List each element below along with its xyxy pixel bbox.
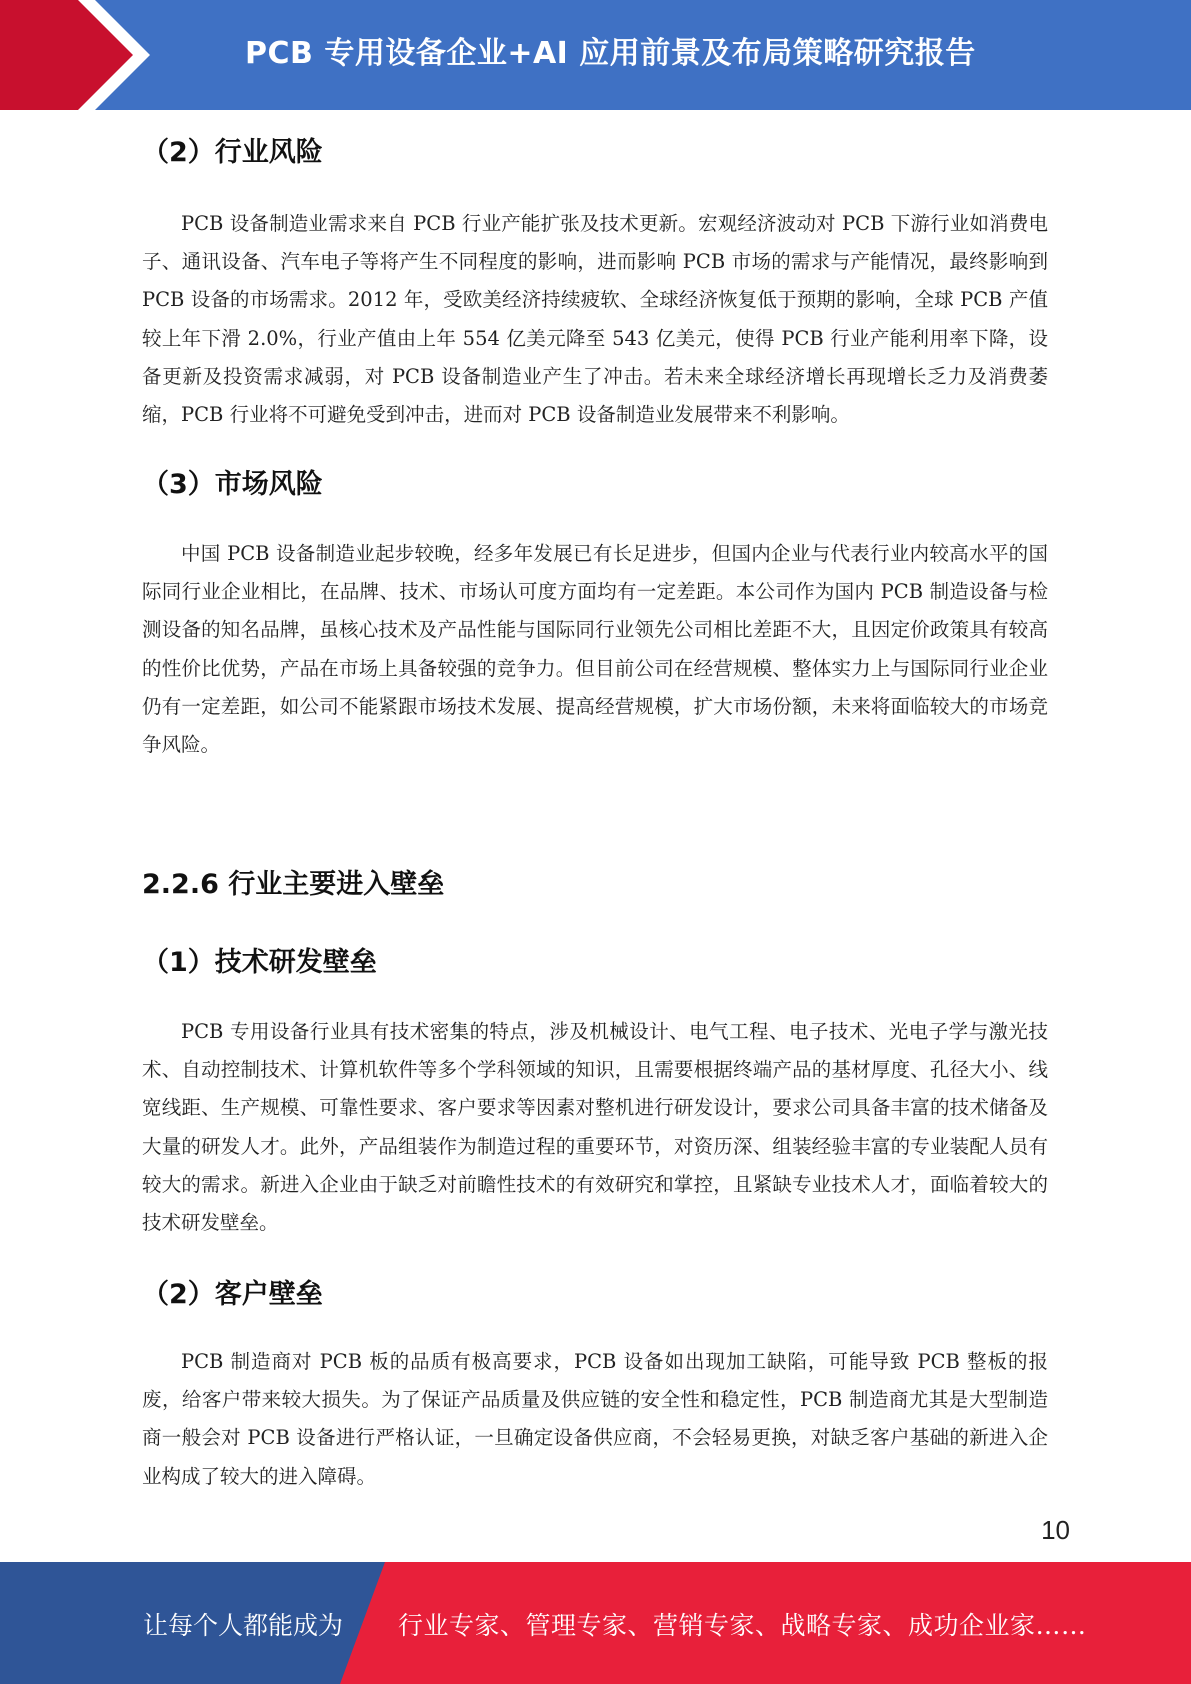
footer-slogan-right: 行业专家、管理专家、营销专家、战略专家、成功企业家……	[398, 1611, 1087, 1640]
paragraph-customer-barrier: PCB 制造商对 PCB 板的品质有极高要求，PCB 设备如出现加工缺陷，可能导致 PCB 整板的报废，给客户带来较大损失。为了保证产品质量及供应链的安全性和稳定性，PCB 制造商尤其是大型制造商一般会对 PCB 设备进行严格认证，一旦确定设备供应商，不会轻易更换，对缺乏客户基础的新进入企业构成了较大的进入障碍。	[142, 1350, 1048, 1488]
page-footer	[0, 1562, 1191, 1684]
page-number: 10	[1041, 1515, 1070, 1545]
heading-entry-barriers: 2.2.6 行业主要进入壁垒	[142, 869, 445, 900]
page-header	[0, 0, 1191, 110]
report-title: PCB 专用设备企业+AI 应用前景及布局策略研究报告	[245, 36, 976, 71]
heading-customer-barrier: （2）客户壁垒	[142, 1279, 323, 1310]
footer-slogan-left: 让每个人都能成为	[143, 1611, 344, 1640]
heading-market-risk: （3）市场风险	[142, 469, 323, 500]
heading-tech-barrier: （1）技术研发壁垒	[142, 947, 377, 978]
paragraph-industry-risk: PCB 设备制造业需求来自 PCB 行业产能扩张及技术更新。宏观经济波动对 PCB 下游行业如消费电子、通讯设备、汽车电子等将产生不同程度的影响，进而影响 PCB 市场的需求与产能情况，最终影响到 PCB 设备的市场需求。2012 年，受欧美经济持续疲软、全球经济恢复低于预期的影响，全球 PCB 产值较上年下滑 2.0%，行业产值由上年 554 亿美元降至 543 亿美元，使得 PCB 行业产能利用率下降，设备更新及投资需求减弱，对 PCB 设备制造业产生了冲击。若未来全球经济增长再现增长乏力及消费萎缩，PCB 行业将不可避免受到冲击，进而对 PCB 设备制造业发展带来不利影响。	[142, 212, 1048, 427]
paragraph-market-risk: 中国 PCB 设备制造业起步较晚，经多年发展已有长足进步，但国内企业与代表行业内较高水平的国际同行业企业相比，在品牌、技术、市场认可度方面均有一定差距。本公司作为国内 PCB 制造设备与检测设备的知名品牌，虽核心技术及产品性能与国际同行业领先公司相比差距不大，且因定价政策具有较高的性价比优势，产品在市场上具备较强的竞争力。但目前公司在经营规模、整体实力上与国际同行业企业仍有一定差距，如公司不能紧跟市场技术发展、提高经营规模，扩大市场份额，未来将面临较大的市场竞争风险。	[142, 542, 1048, 757]
heading-industry-risk: （2）行业风险	[142, 137, 323, 168]
paragraph-tech-barrier: PCB 专用设备行业具有技术密集的特点，涉及机械设计、电气工程、电子技术、光电子学与激光技术、自动控制技术、计算机软件等多个学科领域的知识，且需要根据终端产品的基材厚度、孔径大小、线宽线距、生产规模、可靠性要求、客户要求等因素对整机进行研发设计，要求公司具备丰富的技术储备及大量的研发人才。此外，产品组装作为制造过程的重要环节，对资历深、组装经验丰富的专业装配人员有较大的需求。新进入企业由于缺乏对前瞻性技术的有效研究和掌控，且紧缺专业技术人才，面临着较大的技术研发壁垒。	[142, 1020, 1048, 1235]
